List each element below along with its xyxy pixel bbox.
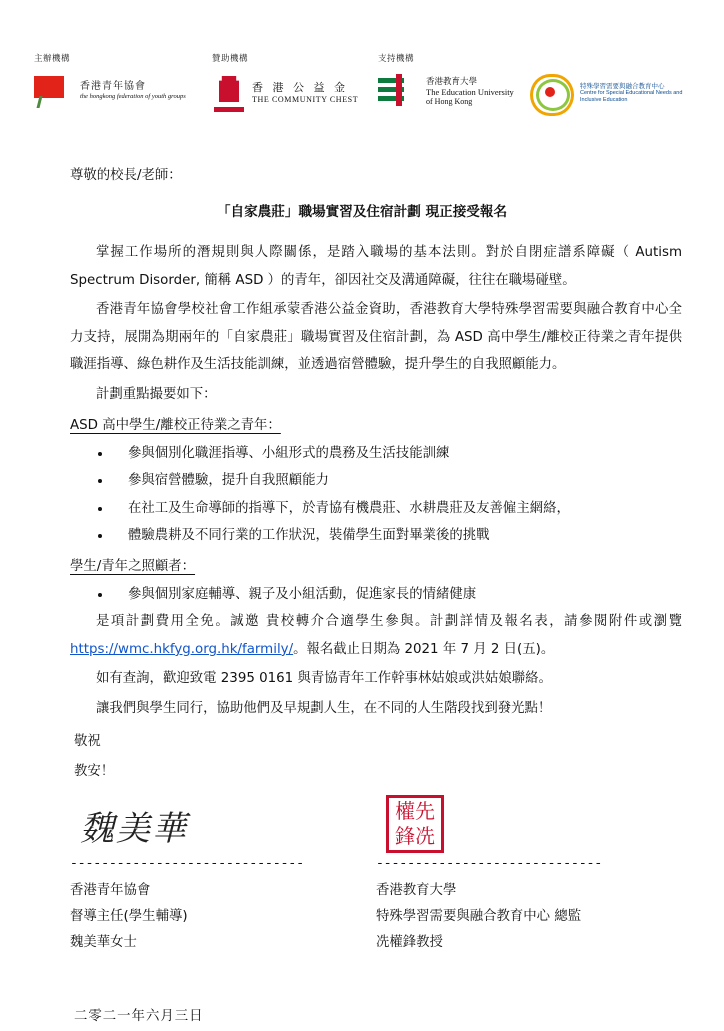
closing-paragraph-3: 讓我們與學生同行，協助他們及早規劃人生，在不同的人生階段找到發光點！ xyxy=(96,700,552,716)
community-chest-logo-icon xyxy=(212,74,246,112)
funder-logo-block xyxy=(212,52,378,112)
csenie-logo-icon xyxy=(528,72,574,114)
blessing-line-1: 敬祝 xyxy=(74,734,101,750)
signature-block-right xyxy=(376,795,696,956)
signature-right-role: 特殊學習需要與融合教育中心 總監 xyxy=(376,909,582,925)
list-item: 參與個別化職涯指導、小組形式的農務及生活技能訓練 xyxy=(70,440,682,467)
seal-stamp-wrapper xyxy=(376,795,696,849)
csenie-logo-block xyxy=(528,52,688,114)
closing-paragraph-2 xyxy=(34,665,690,692)
csenie-logo-en: Centre for Special Educational Needs and Inclusive Education xyxy=(580,90,683,104)
logo-bar xyxy=(34,52,690,136)
eduhk-logo-zh: 香港教育大學 xyxy=(426,77,478,88)
section-2-heading: 學生/青年之照顧者： xyxy=(70,559,196,575)
list-item: 在社工及生命導師的指導下，於青協有機農莊、水耕農莊及友善僱主網絡， xyxy=(70,495,682,522)
seal-char-tl: 權 xyxy=(395,799,415,824)
organiser-logo-block xyxy=(34,52,212,108)
eduhk-logo-en2: of Hong Kong xyxy=(426,97,473,107)
signature-zone xyxy=(34,795,690,985)
letter-title: 「自家農莊」職場實習及住宿計劃 現正接受報名 xyxy=(216,204,508,221)
seal-char-br: 冼 xyxy=(415,824,435,849)
letter-date: 二零二一年六月三日 xyxy=(74,1009,204,1025)
community-chest-logo-zh: 香 港 公 益 金 xyxy=(252,81,348,95)
section-1-heading: ASD 高中學生/離校正待業之青年： xyxy=(70,418,281,434)
signature-left-org: 香港青年協會 xyxy=(70,882,151,898)
hkfyg-logo-zh: 香港青年協會 xyxy=(80,81,146,93)
eduhk-logo-en1: The Education University xyxy=(426,87,514,98)
seal-char-tr: 先 xyxy=(415,799,435,824)
closing-paragraph-1 xyxy=(34,608,690,663)
paragraph-2: 香港青年協會學校社會工作組承蒙香港公益金資助，香港教育大學特殊學習需要與融合教育中心全力支持，展開為期兩年的「自家農莊」職場實習及住宿計劃，為 ASD 高中學生/離校正待業之青年提供職涯指導、綠色耕作及生活技能訓練，並透過宿營體驗，提升學生的自我照顧能力。 xyxy=(70,302,682,373)
contact-phone: 2395 0161 xyxy=(220,671,294,687)
supporter-logo-block xyxy=(378,52,528,110)
signature-left-role: 督導主任(學生輔導) xyxy=(70,909,188,925)
section-2-list xyxy=(34,581,690,608)
eduhk-logo-icon xyxy=(378,74,420,110)
signature-left-name: 魏美華女士 xyxy=(70,935,137,951)
closing-1-post: 。報名截止日期為 2021 年 7 月 2 日(五)。 xyxy=(293,641,555,657)
supporter-label: 支持機構 xyxy=(378,54,415,64)
seal-stamp-icon xyxy=(386,795,444,853)
salutation: 尊敬的校長/老師： xyxy=(70,168,182,183)
hkfyg-logo-en: the hongkong federation of youth groups xyxy=(80,93,186,101)
signature-right-org: 香港教育大學 xyxy=(376,882,457,898)
signature-divider-left: ------------------------------ xyxy=(70,856,305,872)
handwritten-signature xyxy=(80,795,370,849)
seal-char-bl: 鋒 xyxy=(395,824,415,849)
letter-body xyxy=(34,162,690,1031)
organiser-label: 主辦機構 xyxy=(34,54,71,64)
list-item-continuation-text: 體驗農耕及不同行業的工作狀況，裝備學生面對畢業後的挑戰 xyxy=(128,528,490,544)
section-1-list xyxy=(34,440,690,550)
paragraph-1: 掌握工作場所的潛規則與人際關係，是踏入職場的基本法則。對於自閉症譜系障礙（ Autism Spectrum Disorder, 簡稱 ASD ）的青年，卻因社交及溝通障礙，往往在職場碰壁。 xyxy=(70,245,682,288)
closing-1-pre: 是項計劃費用全免。誠邀 貴校轉介合適學生參與。計劃詳情及報名表，請參閱附件或瀏覽 xyxy=(96,614,682,630)
csenie-logo-zh: 特殊學習需要與融合教育中心 xyxy=(580,82,665,91)
paragraph-3: 計劃重點撮要如下： xyxy=(96,386,217,402)
programme-website-link[interactable]: https://wmc.hkfyg.org.hk/farmily/ xyxy=(70,641,294,657)
signature-block-left xyxy=(70,795,370,956)
closing-2-pre: 如有查詢，歡迎致電 xyxy=(96,671,221,687)
handwritten-signature-text: 魏美華 xyxy=(80,809,188,850)
list-item-continuation xyxy=(70,522,682,549)
funder-label: 贊助機構 xyxy=(212,54,249,64)
hkfyg-logo-icon xyxy=(34,74,74,108)
closing-2-post: 與青協青年工作幹事林姑娘或洪姑娘聯絡。 xyxy=(293,671,552,687)
signature-right-name: 冼權鋒教授 xyxy=(376,935,443,951)
list-item: 參與宿營體驗，提升自我照顧能力 xyxy=(70,467,682,494)
csenie-spacer xyxy=(528,52,688,62)
community-chest-logo-en: THE COMMUNITY CHEST xyxy=(252,94,359,104)
blessing-line-2: 教安！ xyxy=(74,763,115,779)
signature-divider-right: ----------------------------- xyxy=(376,856,603,872)
list-item: 參與個別家庭輔導、親子及小組活動，促進家長的情緒健康 xyxy=(70,581,682,608)
